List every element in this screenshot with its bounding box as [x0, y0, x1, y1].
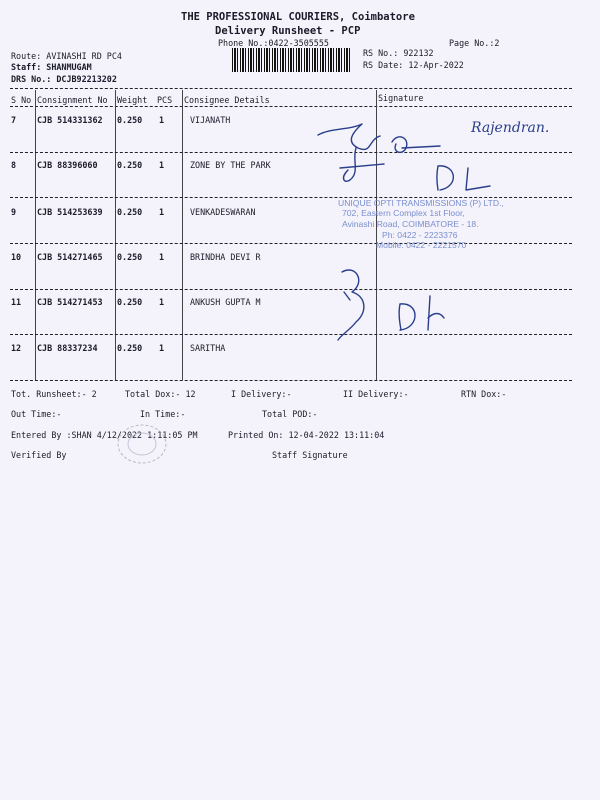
printed-on: Printed On: 12-04-2022 13:11:04: [228, 430, 385, 440]
signature-stroke: [428, 296, 444, 330]
col-weight: Weight: [117, 95, 148, 105]
col-sno: S No: [11, 95, 32, 105]
rtn-dox: RTN Dox:-: [461, 389, 507, 399]
row-weight: 0.250: [117, 115, 143, 125]
row-consignee: ZONE BY THE PARK: [190, 160, 271, 170]
row-sno: 12: [11, 343, 22, 353]
row-sno: 7: [11, 115, 17, 125]
drs-number: DRS No.: DCJB92213202: [11, 74, 117, 84]
row-pcs: 1: [159, 207, 165, 217]
stamp-line: Mobile: 0422 - 2221570: [376, 240, 467, 250]
row-consignment-no: CJB 88337234: [37, 343, 98, 353]
verified-by: Verified By: [11, 450, 67, 460]
document-title: Delivery Runsheet - PCP: [215, 25, 361, 37]
entered-by: Entered By :SHAN 4/12/2022 1:11:05 PM: [11, 430, 198, 440]
row-pcs: 1: [159, 297, 165, 307]
signature-stroke: [402, 146, 440, 148]
signature-stroke: [318, 124, 380, 149]
row-weight: 0.250: [117, 160, 143, 170]
row-consignment-no: CJB 514271465: [37, 252, 103, 262]
page-number: Page No.:2: [449, 38, 500, 48]
row-pcs: 1: [159, 343, 165, 353]
row-consignment-no: CJB 514271453: [37, 297, 103, 307]
staff-label: Staff: SHANMUGAM: [11, 62, 92, 72]
signature-stroke: [344, 292, 350, 300]
total-runsheet: Tot. Runsheet:- 2: [11, 389, 97, 399]
row-pcs: 1: [159, 160, 165, 170]
row-consignee: BRINDHA DEVI R: [190, 252, 261, 262]
signature-stroke: [399, 304, 415, 330]
row-consignment-no: CJB 514331362: [37, 115, 103, 125]
in-time: In Time:-: [140, 409, 186, 419]
stamp-line: UNIQUE OPTI TRANSMISSIONS (P) LTD.,: [338, 198, 504, 208]
row-sno: 11: [11, 297, 22, 307]
col-consignment-no: Consignment No: [37, 95, 108, 105]
row-consignee: VIJANATH: [190, 115, 231, 125]
signature-stroke: [392, 137, 407, 152]
row-consignment-no: CJB 514253639: [37, 207, 103, 217]
signature-stroke: [466, 168, 490, 190]
signature-stroke: [340, 164, 384, 168]
row-consignee: VENKADESWARAN: [190, 207, 256, 217]
signature-stroke: [344, 148, 356, 181]
row-consignee: ANKUSH GUPTA M: [190, 297, 261, 307]
row-consignment-no: CJB 88396060: [37, 160, 98, 170]
col-consignee-details: Consignee Details: [184, 95, 270, 105]
row-sno: 10: [11, 252, 22, 262]
total-pod: Total POD:-: [262, 409, 318, 419]
rs-number: RS No.: 922132: [363, 48, 434, 58]
route-label: Route: AVINASHI RD PC4: [11, 51, 122, 61]
staff-signature: Staff Signature: [272, 450, 348, 460]
handwritten-name: Rajendran.: [471, 120, 550, 136]
row-sno: 8: [11, 160, 17, 170]
row-weight: 0.250: [117, 252, 143, 262]
stamp-line: 702, Eastern Complex 1st Floor,: [342, 208, 465, 218]
row-consignee: SARITHA: [190, 343, 226, 353]
total-dox: Total Dox:- 12: [125, 389, 196, 399]
row-weight: 0.250: [117, 297, 143, 307]
signature-stroke: [437, 166, 453, 190]
signature-stroke: [338, 270, 364, 340]
row-weight: 0.250: [117, 207, 143, 217]
rs-date: RS Date: 12-Apr-2022: [363, 60, 464, 70]
stamp-line: Avinashi Road, COIMBATORE - 18.: [342, 219, 479, 229]
col-signature: Signature: [378, 93, 424, 103]
row-pcs: 1: [159, 252, 165, 262]
row-sno: 9: [11, 207, 17, 217]
stamp-line: Ph: 0422 - 2223376: [382, 230, 458, 240]
col-pcs: PCS: [157, 95, 173, 105]
company-name: THE PROFESSIONAL COURIERS, Coimbatore: [181, 11, 415, 23]
ii-delivery: II Delivery:-: [343, 389, 409, 399]
row-pcs: 1: [159, 115, 165, 125]
i-delivery: I Delivery:-: [231, 389, 292, 399]
out-time: Out Time:-: [11, 409, 62, 419]
phone-number: Phone No.:0422-3505555: [218, 38, 329, 48]
row-weight: 0.250: [117, 343, 143, 353]
